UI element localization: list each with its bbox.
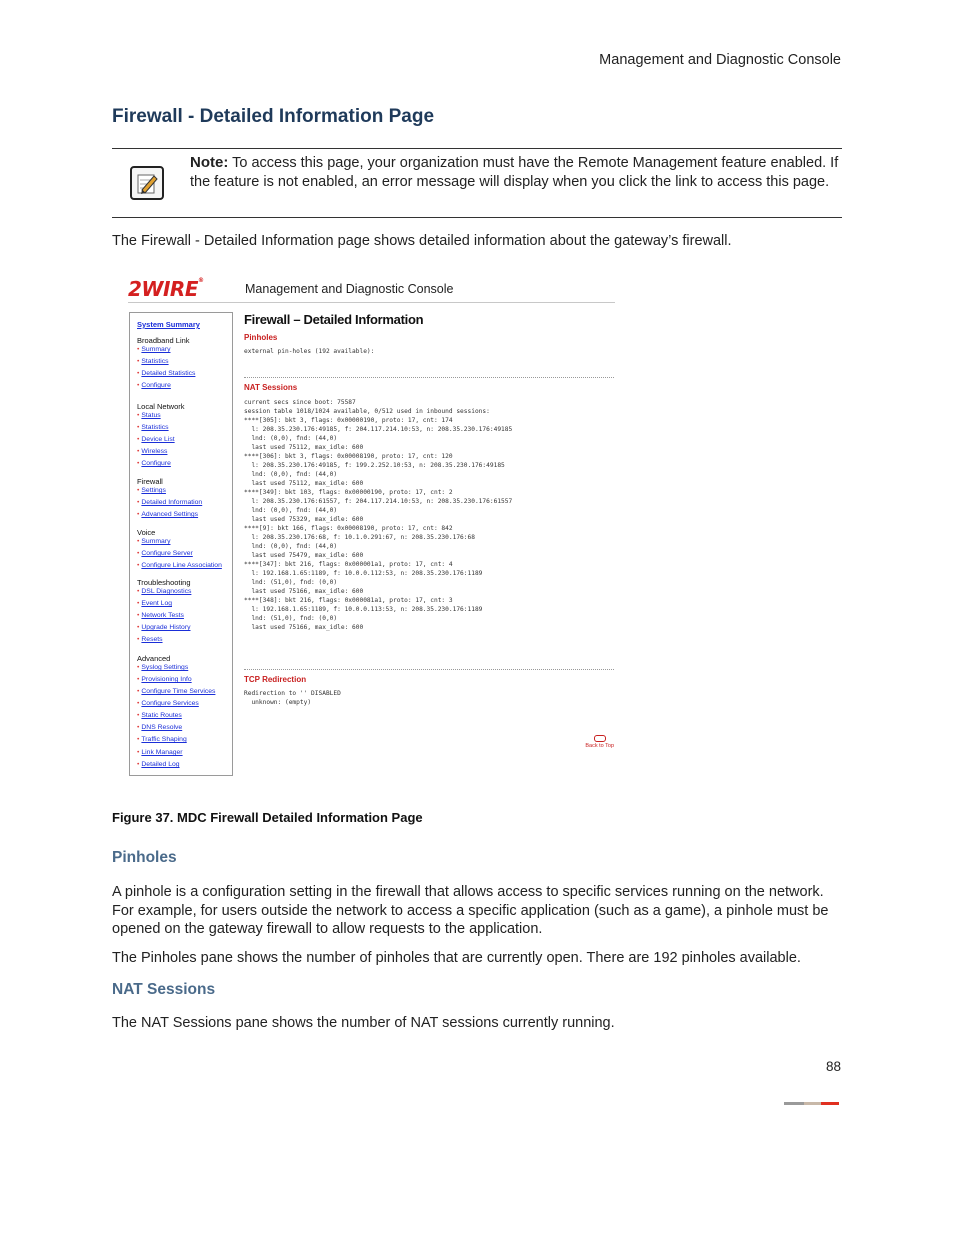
sidebar-link[interactable]: • Advanced Settings: [137, 511, 199, 518]
tcp-redirection-text: [244, 689, 341, 707]
sidebar-link[interactable]: • Link Manager: [137, 749, 183, 756]
nat-sessions-text: [244, 398, 512, 632]
sidebar-link[interactable]: • Statistics: [137, 358, 169, 365]
sidebar-link[interactable]: • Summary: [137, 346, 171, 353]
tcp-heading: TCP Redirection: [244, 675, 307, 684]
sidebar-link[interactable]: • Status: [137, 412, 161, 419]
nat-session-line: ****[305]: bkt 3, flags: 0x00000190, proto: 17, cnt: 174: [244, 417, 453, 424]
sidebar-link[interactable]: • Resets: [137, 636, 163, 643]
sidebar-link[interactable]: • Configure Services: [137, 700, 199, 707]
footer-bar-segment: [804, 1102, 821, 1105]
sidebar-link[interactable]: • Upgrade History: [137, 624, 191, 631]
sidebar-group-troubleshooting: Troubleshooting: [137, 578, 191, 587]
nat-session-line: lnd: (0,0), fnd: (44,0): [244, 435, 338, 442]
nat-session-line: last used 75479, max_idle: 600: [244, 552, 364, 559]
logo-text: 2WIRE: [128, 277, 198, 301]
mdc-sidebar: [129, 312, 233, 776]
section-title: Firewall - Detailed Information Page: [112, 106, 435, 127]
sidebar-link[interactable]: • Settings: [137, 487, 166, 494]
sidebar-link[interactable]: • Detailed Log: [137, 761, 180, 768]
note-body: To access this page, your organization must have the Remote Management feature enabled. If the feature is not enabled, an error message will display when you click the link to access this page.: [190, 155, 839, 190]
nat-session-line: ****[349]: bkt 103, flags: 0x00000190, proto: 17, cnt: 2: [244, 489, 453, 496]
nat-session-line: last used 75166, max_idle: 600: [244, 624, 364, 631]
footer-color-bar: [784, 1102, 839, 1105]
nat-session-line: ****[306]: bkt 3, flags: 0x00008190, proto: 17, cnt: 120: [244, 453, 453, 460]
nat-session-line: last used 75112, max_idle: 600: [244, 480, 364, 487]
nat-session-line: last used 75329, max_idle: 600: [244, 516, 364, 523]
sidebar-group-advanced: Advanced: [137, 654, 171, 663]
sidebar-group-firewall: Firewall: [137, 477, 163, 486]
sidebar-link[interactable]: • Summary: [137, 538, 171, 545]
sidebar-system-summary-link[interactable]: System Summary: [137, 320, 200, 329]
nat-session-line: l: 208.35.230.176:49185, f: 204.117.214.10:53, n: 208.35.230.176:49185: [244, 426, 513, 433]
2wire-logo: [128, 277, 203, 301]
nat-session-line: lnd: (0,0), fnd: (44,0): [244, 471, 338, 478]
sidebar-link[interactable]: • Provisioning Info: [137, 676, 192, 683]
sidebar-link[interactable]: • Configure: [137, 382, 171, 389]
figure-caption: Figure 37. MDC Firewall Detailed Information Page: [112, 810, 423, 825]
nat-session-line: ****[347]: bkt 216, flags: 0x000001a1, proto: 17, cnt: 4: [244, 561, 453, 568]
sidebar-link[interactable]: • Configure: [137, 460, 171, 467]
sidebar-link[interactable]: • Network Tests: [137, 612, 184, 619]
nat-session-line: lnd: (51,0), fnd: (0,0): [244, 579, 338, 586]
nat-session-line: lnd: (0,0), fnd: (44,0): [244, 507, 338, 514]
pinholes-paragraph-2: The Pinholes pane shows the number of pinholes that are currently open. There are 192 pinholes available.: [112, 950, 801, 966]
main-title: Firewall – Detailed Information: [244, 312, 424, 327]
mdc-screenshot-figure: [125, 272, 617, 782]
note-box: [112, 148, 842, 218]
nat-session-line: session table 1018/1024 available, 0/512 used in inbound sessions:: [244, 408, 490, 415]
nat-session-line: ****[9]: bkt 166, flags: 0x00008190, proto: 17, cnt: 842: [244, 525, 453, 532]
note-text: [190, 153, 840, 192]
nat-section-title: NAT Sessions: [112, 981, 216, 998]
intro-paragraph: The Firewall - Detailed Information page shows detailed information about the gateway’s firewall.: [112, 233, 732, 249]
divider: [244, 669, 614, 670]
sidebar-link[interactable]: • Configure Server: [137, 550, 193, 557]
back-to-top-link[interactable]: [585, 735, 614, 749]
sidebar-link[interactable]: • Traffic Shaping: [137, 736, 187, 743]
pinholes-paragraph-1: A pinhole is a configuration setting in the firewall that allows access to specific services running on the network. For example, for users outside the network to access a specific application (such as a game), a pinhole must be opened on the gateway firewall to allow requests to the application.: [112, 884, 829, 937]
nat-session-line: lnd: (0,0), fnd: (44,0): [244, 543, 338, 550]
sidebar-group-broadband: Broadband Link: [137, 336, 190, 345]
sidebar-link[interactable]: • Syslog Settings: [137, 664, 189, 671]
nat-heading: NAT Sessions: [244, 383, 298, 392]
note-label: Note:: [190, 154, 229, 171]
sidebar-link[interactable]: • Configure Line Association: [137, 562, 222, 569]
sidebar-link[interactable]: • DSL Diagnostics: [137, 588, 192, 595]
nat-session-line: l: 192.168.1.65:1189, f: 10.0.0.112:53, n: 208.35.230.176:1189: [244, 570, 483, 577]
footer-bar-segment: [821, 1102, 839, 1105]
sidebar-link[interactable]: • Detailed Information: [137, 499, 203, 506]
nat-paragraph-1: The NAT Sessions pane shows the number of NAT sessions currently running.: [112, 1015, 615, 1031]
nat-session-line: current secs since boot: 75587: [244, 399, 356, 406]
nat-session-line: l: 208.35.230.176:49185, f: 199.2.252.10:53, n: 208.35.230.176:49185: [244, 462, 505, 469]
mdc-header-title: Management and Diagnostic Console: [245, 282, 454, 296]
pencil-note-icon: [130, 166, 164, 200]
back-to-top-label: Back to Top: [585, 743, 614, 749]
sidebar-group-local-network: Local Network: [137, 402, 185, 411]
header-divider: [128, 302, 615, 303]
nat-session-line: last used 75166, max_idle: 600: [244, 588, 364, 595]
pinholes-heading: Pinholes: [244, 333, 278, 342]
sidebar-link[interactable]: • Event Log: [137, 600, 172, 607]
nat-session-line: l: 208.35.230.176:61557, f: 204.117.214.10:53, n: 208.35.230.176:61557: [244, 498, 513, 505]
nat-session-line: l: 208.35.230.176:68, f: 10.1.0.291:67, n: 208.35.230.176:68: [244, 534, 475, 541]
tcp-line: Redirection to '' DISABLED: [244, 690, 341, 697]
nat-session-line: l: 192.168.1.65:1189, f: 10.0.0.113:53, n: 208.35.230.176:1189: [244, 606, 483, 613]
sidebar-group-voice: Voice: [137, 528, 156, 537]
pinholes-section-title: Pinholes: [112, 849, 177, 866]
logo-tm: ®: [197, 277, 204, 284]
nat-session-line: last used 75112, max_idle: 600: [244, 444, 364, 451]
nat-session-line: ****[348]: bkt 216, flags: 0x000081a1, proto: 17, cnt: 3: [244, 597, 453, 604]
sidebar-link[interactable]: • Device List: [137, 436, 175, 443]
running-header: Management and Diagnostic Console: [599, 52, 841, 68]
back-to-top-icon: [594, 735, 606, 742]
sidebar-link[interactable]: • Statistics: [137, 424, 169, 431]
pinholes-text: external pin-holes (192 available):: [244, 348, 375, 355]
sidebar-link[interactable]: • Detailed Statistics: [137, 370, 196, 377]
sidebar-link[interactable]: • Configure Time Services: [137, 688, 216, 695]
sidebar-link[interactable]: • Static Routes: [137, 712, 182, 719]
sidebar-link[interactable]: • DNS Resolve: [137, 724, 183, 731]
page-number: 88: [825, 1059, 841, 1074]
sidebar-link[interactable]: • Wireless: [137, 448, 168, 455]
nat-session-line: lnd: (51,0), fnd: (0,0): [244, 615, 338, 622]
footer-bar-segment: [784, 1102, 804, 1105]
tcp-line: unknown: (empty): [244, 699, 312, 706]
divider: [244, 377, 614, 378]
